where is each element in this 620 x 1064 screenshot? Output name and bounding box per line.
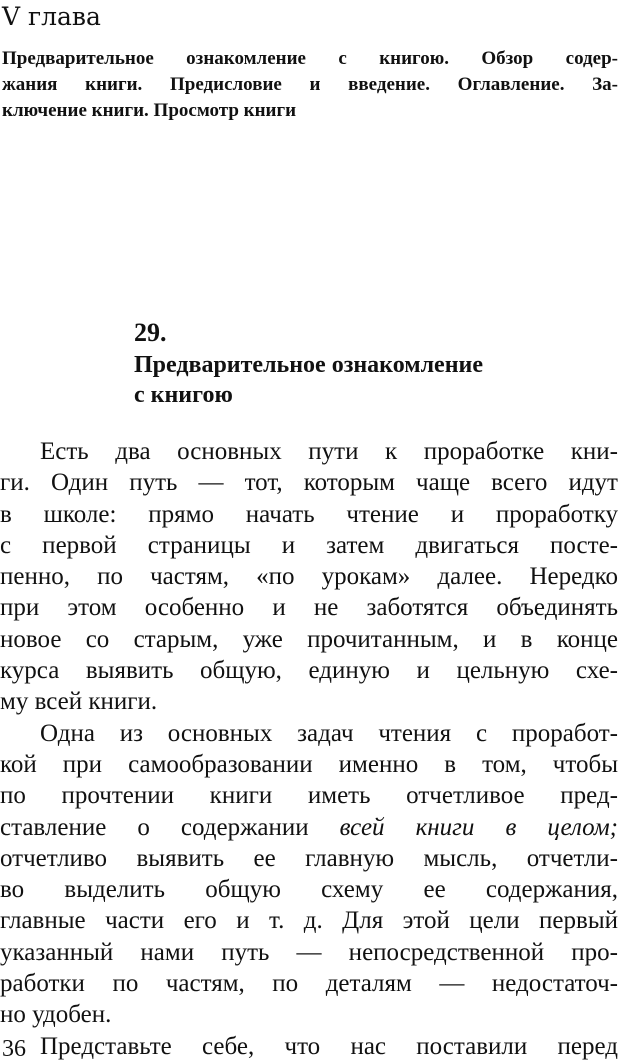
page-number: 36	[2, 1036, 26, 1062]
paragraph-line: пенно, по частям, «по урокам» далее. Нередко	[0, 563, 618, 591]
paragraph-line-text: ставление о содержании	[0, 813, 309, 841]
paragraph-line: кой при самообразовании именно в том, чтобы	[0, 750, 618, 778]
paragraph-line: в школе: прямо начать чтение и проработку	[0, 500, 618, 528]
section-number: 29.	[134, 318, 167, 347]
paragraph-line: указанный нами путь — непосредственной про-	[0, 938, 618, 966]
paragraph-line: но удобен.	[0, 1001, 112, 1029]
paragraph-line: главные части его и т. д. Для этой цели первый	[0, 907, 618, 935]
chapter-summary	[2, 46, 618, 124]
section-title-line: с книгою	[134, 382, 233, 408]
paragraph-line: во выделить общую схему ее содержания,	[0, 876, 618, 904]
chapter-summary-line: Предварительное ознакомление с книгою. Обзор содер-	[2, 48, 618, 69]
emphasized-text: всей книги в целом;	[339, 813, 618, 841]
paragraph-line: с первой страницы и затем двигаться посте-	[0, 531, 618, 559]
paragraph-line: при этом особенно и не заботятся объединять	[0, 594, 618, 622]
paragraph-line: по прочтении книги иметь отчетливое пред-	[0, 782, 618, 810]
paragraph-line: му всей книги.	[0, 688, 158, 716]
section-title-line: Предварительное ознакомление	[134, 352, 484, 378]
paragraph-line: Представьте себе, что нас поставили перед	[40, 1032, 618, 1060]
chapter-label: V глава	[2, 2, 101, 31]
body-text	[0, 436, 618, 1062]
paragraph-line: Одна из основных задач чтения с проработ-	[40, 719, 618, 747]
paragraph-line	[0, 812, 618, 843]
paragraph-line: курса выявить общую, единую и цельную схе-	[0, 657, 618, 685]
paragraph-line: отчетливо выявить ее главную мысль, отчетли-	[0, 844, 618, 872]
paragraph-line: новое со старым, уже прочитанным, и в конце	[0, 625, 618, 653]
paragraph-line: Есть два основных пути к проработке кни-	[40, 438, 618, 465]
section-title	[134, 350, 584, 410]
paragraph-line: работки по частям, по деталям — недостаточ-	[0, 970, 618, 998]
chapter-summary-line: ключение книги. Просмотр книги	[2, 100, 297, 121]
paragraph-line: ги. Один путь — тот, которым чаще всего идут	[0, 469, 618, 497]
chapter-summary-line: жания книги. Предисловие и введение. Оглавление. За-	[2, 74, 618, 95]
